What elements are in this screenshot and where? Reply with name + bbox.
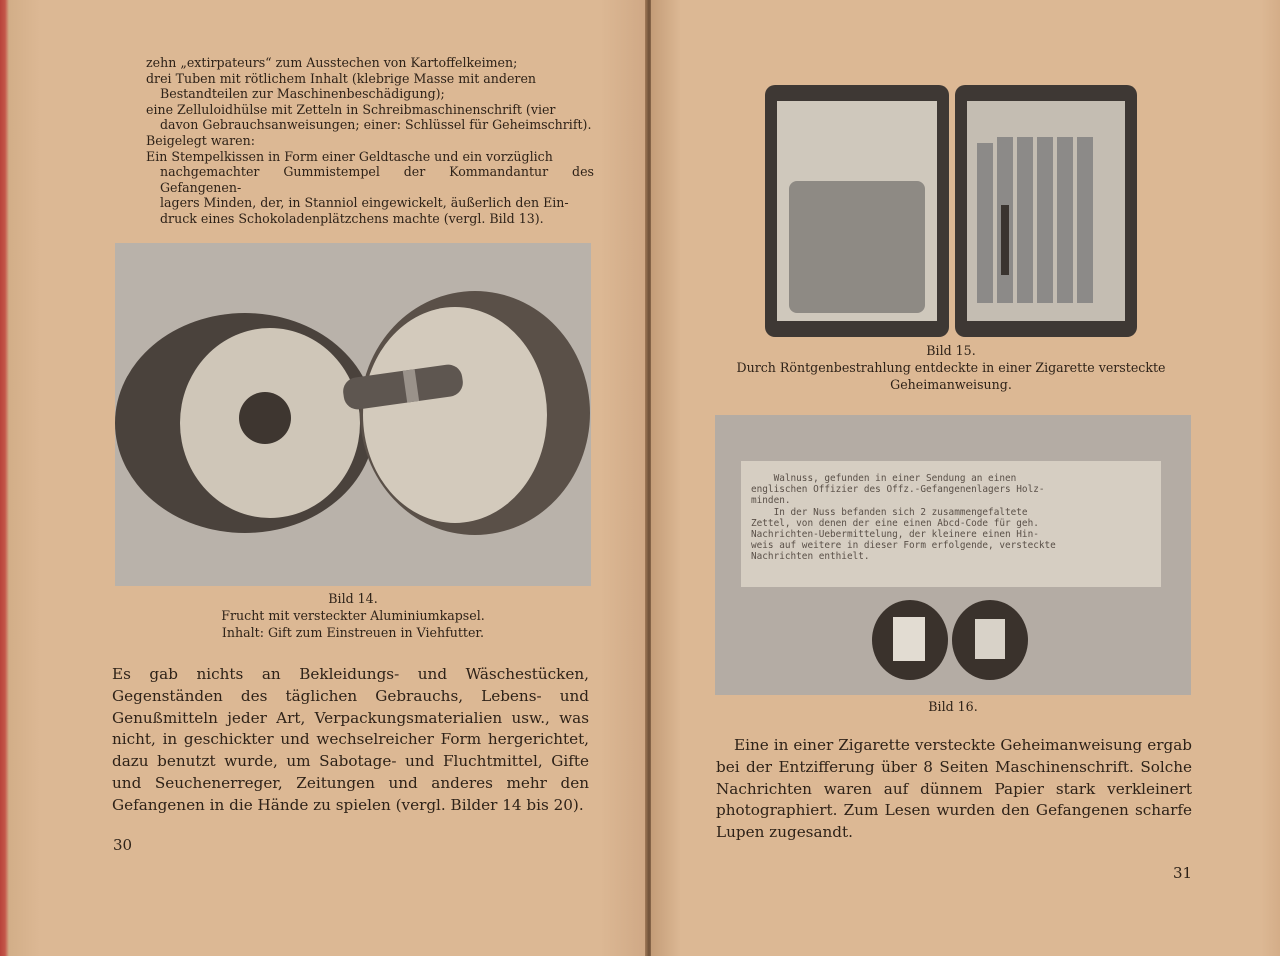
- page-number: 30: [113, 836, 133, 854]
- figure-16-caption: [715, 698, 1191, 715]
- figure-15-photo: [765, 85, 1137, 337]
- list-line: druck eines Schokoladenplätzchens machte (vergl. Bild 13).: [160, 210, 544, 226]
- figure-16-photo: [715, 415, 1191, 695]
- list-line: eine Zelluloidhülse mit Zetteln in Schreibmaschinenschrift (vier: [146, 101, 556, 117]
- list-line: zehn „extirpateurs“ zum Ausstechen von Kartoffelkeimen;: [146, 55, 518, 70]
- right-page: [651, 0, 1280, 956]
- caption-line: Geheimanweisung.: [890, 377, 1012, 392]
- walnut-halves-image: [865, 595, 1035, 685]
- list-line: Bestandteilen zur Maschinenbeschädigung);: [160, 86, 445, 102]
- cigarette-case-image: [765, 85, 1137, 337]
- caption-line: Durch Röntgenbestrahlung entdeckte in einer Zigarette versteckte: [736, 360, 1166, 375]
- figure-15-caption: [715, 342, 1187, 393]
- item-list: [146, 55, 594, 227]
- list-line: drei Tuben mit rötlichem Inhalt (klebrige Masse mit anderen: [146, 70, 537, 86]
- typed-note-text: Walnuss, gefunden in einer Sendung an einen englischen Offizier des Offz.-Gefangenenlagers Holz- minden. In der Nuss befanden sich 2 zusammengefaltete Zettel, von denen der eine einen Abcd-Code für geh. Nachrichten-Uebermittelung, der kleinere einen Hin- weis auf weitere in dieser Form erfolgende, versteckte Nachrichten enthielt.: [751, 473, 1056, 563]
- list-line: nachgemachter Gummistempel der Kommandantur des Gefangenen-: [160, 164, 594, 195]
- figure-14-caption: [115, 590, 591, 641]
- figure-14-photo: [115, 243, 591, 586]
- list-line: Beigelegt waren:: [146, 132, 255, 148]
- figure-label: Bild 16.: [928, 699, 978, 714]
- body-paragraph: Es gab nichts an Bekleidungs- und Wäschestücken, Gegenständen des täglichen Gebrauchs, Lebens- und Genußmitteln jeder Art, Verpackungsmaterialien usw., was nicht, in geschickter und wechselreicher Form hergerichtet, dazu benutzt wurde, um Sabotage- und Fluchtmittel, Gifte und Seuchenerreger, Zeitungen und anderes mehr den Gefangenen in die Hände zu spielen (vergl. Bilder 14 bis 20).: [112, 665, 589, 814]
- body-paragraph: Eine in einer Zigarette versteckte Geheimanweisung ergab bei der Entzifferung über 8 Seiten Maschinenschrift. Solche Nachrichten waren auf dünnem Papier stark verkleinert photographiert. Zum Lesen wurden den Gefangenen scharfe Lupen zugesandt.: [716, 736, 1192, 842]
- page-number: 31: [1173, 864, 1193, 882]
- caption-line: Frucht mit versteckter Aluminiumkapsel.: [221, 608, 485, 623]
- list-line: davon Gebrauchsanweisungen; einer: Schlüssel für Geheimschrift).: [160, 117, 592, 133]
- figure-label: Bild 14.: [328, 591, 378, 606]
- caption-line: Inhalt: Gift zum Einstreuen in Viehfutter.: [221, 625, 485, 640]
- list-line: Ein Stempelkissen in Form einer Geldtasche und ein vorzüglich: [146, 148, 553, 164]
- fruit-halves-image: [115, 243, 591, 586]
- list-line: lagers Minden, der, in Stanniol eingewickelt, äußerlich den Ein-: [160, 195, 569, 211]
- typed-note: [741, 461, 1161, 587]
- figure-label: Bild 15.: [926, 343, 976, 358]
